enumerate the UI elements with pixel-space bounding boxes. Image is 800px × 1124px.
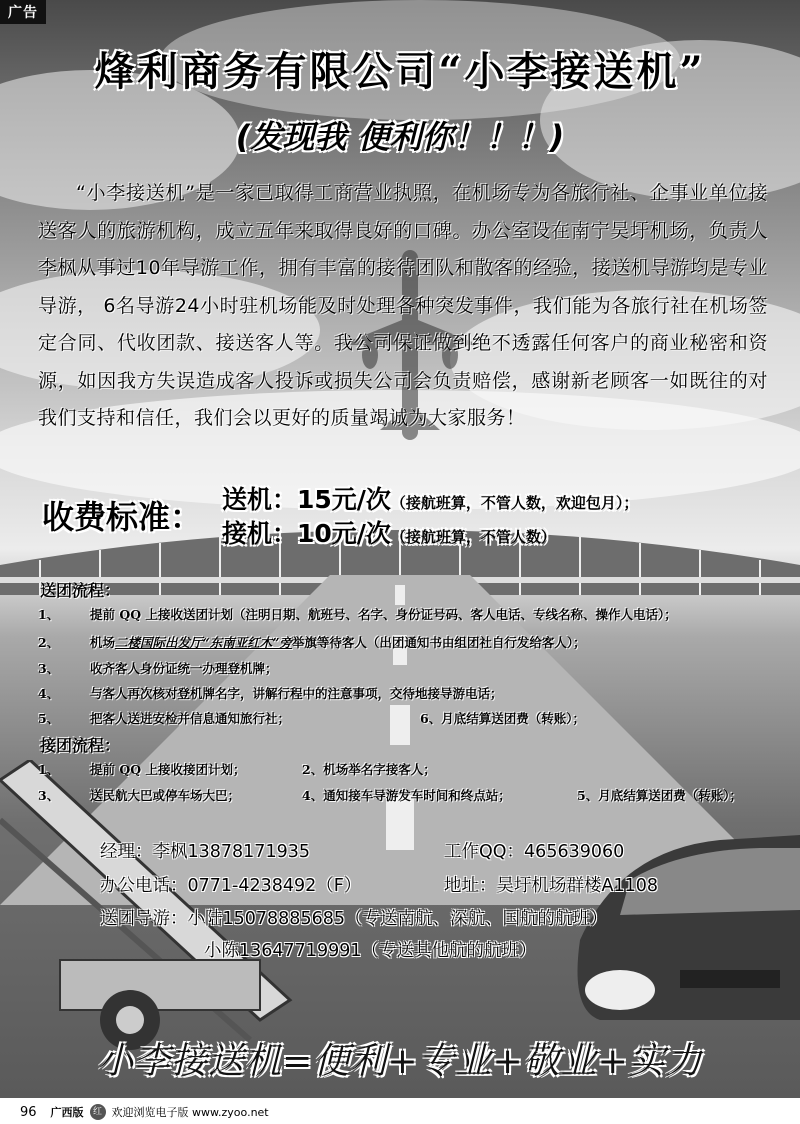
manager-contact: 经理：李枫13878171935 bbox=[100, 842, 310, 862]
send-process-step: 5、 把客人送进安检并信息通知旅行社； 6、月底结算送团费（转账）； bbox=[38, 711, 585, 726]
fee-send-price: 送机：15元/次 bbox=[222, 485, 391, 514]
pick-process-heading: 接团流程： bbox=[40, 736, 121, 755]
office-phone: 办公电话：0771-4238492（F） bbox=[100, 876, 362, 896]
tagline: (发现我 便利你！！！) bbox=[235, 118, 565, 156]
page-footer bbox=[0, 1100, 800, 1124]
magazine-logo-icon: 红 bbox=[90, 1104, 106, 1120]
send-process-step: 3、 收齐客人身份证统一办理登机牌； bbox=[38, 661, 278, 676]
pick-process-step: 3、 送民航大巴或停车场大巴； 4、通知接车导游发车时间和终点站； 5、月底结算送团费（转账）； bbox=[38, 788, 742, 803]
ad-tag: 广告 bbox=[0, 0, 46, 24]
company-title: 烽利商务有限公司“小李接送机” bbox=[94, 48, 706, 95]
fee-send-note: （接航班算，不管人数，欢迎包月）； bbox=[390, 494, 639, 512]
guide-contact-2: 小陈13647719991（专送其他航的航班） bbox=[204, 941, 537, 961]
brand-slogan: 小李接送机=便利+专业+敬业+实力 bbox=[97, 1041, 703, 1082]
send-process-step: 1、 提前 QQ 上接收送团计划（注明日期、航班号、名字、身份证号码、客人电话、专线名称、操作人电话）； bbox=[38, 607, 677, 622]
guide-contact-1: 送团导游：小陆15078885685（专送南航、深航、国航的航班） bbox=[100, 909, 608, 929]
edition-label: 广西版 bbox=[50, 1106, 84, 1119]
company-introduction: “小李接送机”是一家已取得工商营业执照，在机场专为各旅行社、企事业单位接送客人的旅游机构，成立五年来取得良好的口碑。办公室设在南宁吴圩机场，负责人李枫从事过10年导游工作，拥有丰富的接待团队和散客的经验，接送机导游均是专业导游， 6名导游24小时驻机场能及时处理各种突发事件，我们能为各旅行社在机场签定合同、代收团款、接送客人等。我公司保证做到绝不透露任何客户的商业秘密和资源，如因我方失误造成客人投诉或损失公司会负责赔偿，感谢新老顾客一如既往的对我们支持和信任，我们会以更好的质量竭诚为大家服务！ bbox=[38, 182, 768, 429]
page-number: 96 bbox=[20, 1104, 37, 1120]
meeting-point: 二楼国际出发厅“东南亚红木”旁 bbox=[115, 635, 292, 650]
fee-pick bbox=[222, 514, 556, 550]
send-process-step: 2、 机场二楼国际出发厅“东南亚红木”旁举旗等待客人（出团通知书由组团社自行发给客人）； bbox=[38, 635, 586, 650]
fee-send bbox=[222, 480, 638, 516]
send-process-step: 4、 与客人再次核对登机牌名字，讲解行程中的注意事项，交待地接导游电话； bbox=[38, 686, 503, 701]
work-qq: 工作QQ：465639060 bbox=[444, 842, 625, 862]
footer-website: 欢迎浏览电子版 www.zyoo.net bbox=[111, 1106, 269, 1119]
fee-standard-label: 收费标准： bbox=[42, 498, 203, 536]
fee-pick-price: 接机：10元/次 bbox=[222, 519, 391, 548]
office-address: 地址：吴圩机场群楼A1108 bbox=[444, 876, 659, 896]
fee-pick-note: （接航班算，不管人数） bbox=[390, 528, 556, 546]
send-process-heading: 送团流程： bbox=[40, 581, 121, 600]
pick-process-step: 1、 提前 QQ 上接收接团计划； 2、机场举名字接客人； bbox=[38, 762, 436, 777]
